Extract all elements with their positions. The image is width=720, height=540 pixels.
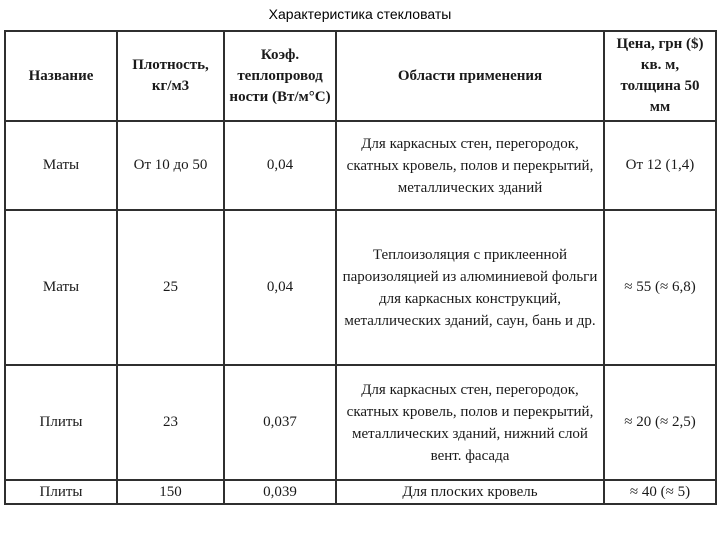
table-row — [5, 121, 716, 210]
cell-density: 25 — [117, 210, 224, 365]
cell-conductivity: 0,04 — [224, 210, 336, 365]
cell-price: ≈ 20 (≈ 2,5) — [604, 365, 716, 480]
header-application: Области применения — [336, 31, 604, 121]
cell-price: От 12 (1,4) — [604, 121, 716, 210]
table-row — [5, 210, 716, 365]
cell-application: Для каркасных стен, перегородок, скатных кровель, полов и перекрытий, металлических зданий — [336, 121, 604, 210]
cell-name: Плиты — [5, 480, 117, 504]
cell-price: ≈ 40 (≈ 5) — [604, 480, 716, 504]
cell-density: От 10 до 50 — [117, 121, 224, 210]
header-price: Цена, грн ($) кв. м, толщина 50 мм — [604, 31, 716, 121]
cell-conductivity: 0,037 — [224, 365, 336, 480]
glass-wool-spec-table — [4, 30, 717, 505]
cell-density: 150 — [117, 480, 224, 504]
cell-conductivity: 0,04 — [224, 121, 336, 210]
cell-name: Маты — [5, 121, 117, 210]
cell-application: Для плоских кровель — [336, 480, 604, 504]
table-row — [5, 365, 716, 480]
cell-name: Плиты — [5, 365, 117, 480]
cell-conductivity: 0,039 — [224, 480, 336, 504]
cell-price: ≈ 55 (≈ 6,8) — [604, 210, 716, 365]
cell-name: Маты — [5, 210, 117, 365]
page-title: Характеристика стекловаты — [268, 6, 452, 22]
header-density: Плотность, кг/м3 — [117, 31, 224, 121]
cell-application: Для каркасных стен, перегородок, скатных кровель, полов и перекрытий, металлических зданий, нижний слой вент. фасада — [336, 365, 604, 480]
cell-application: Теплоизоляция с приклеенной пароизоляцией из алюминиевой фольги для каркасных конструкций, металлических зданий, саун, бань и др. — [336, 210, 604, 365]
header-name: Название — [5, 31, 117, 121]
cell-density: 23 — [117, 365, 224, 480]
header-conductivity: Коэф. теплопровод ности (Вт/м°С) — [224, 31, 336, 121]
table-row — [5, 480, 716, 504]
table-header-row — [5, 31, 716, 121]
